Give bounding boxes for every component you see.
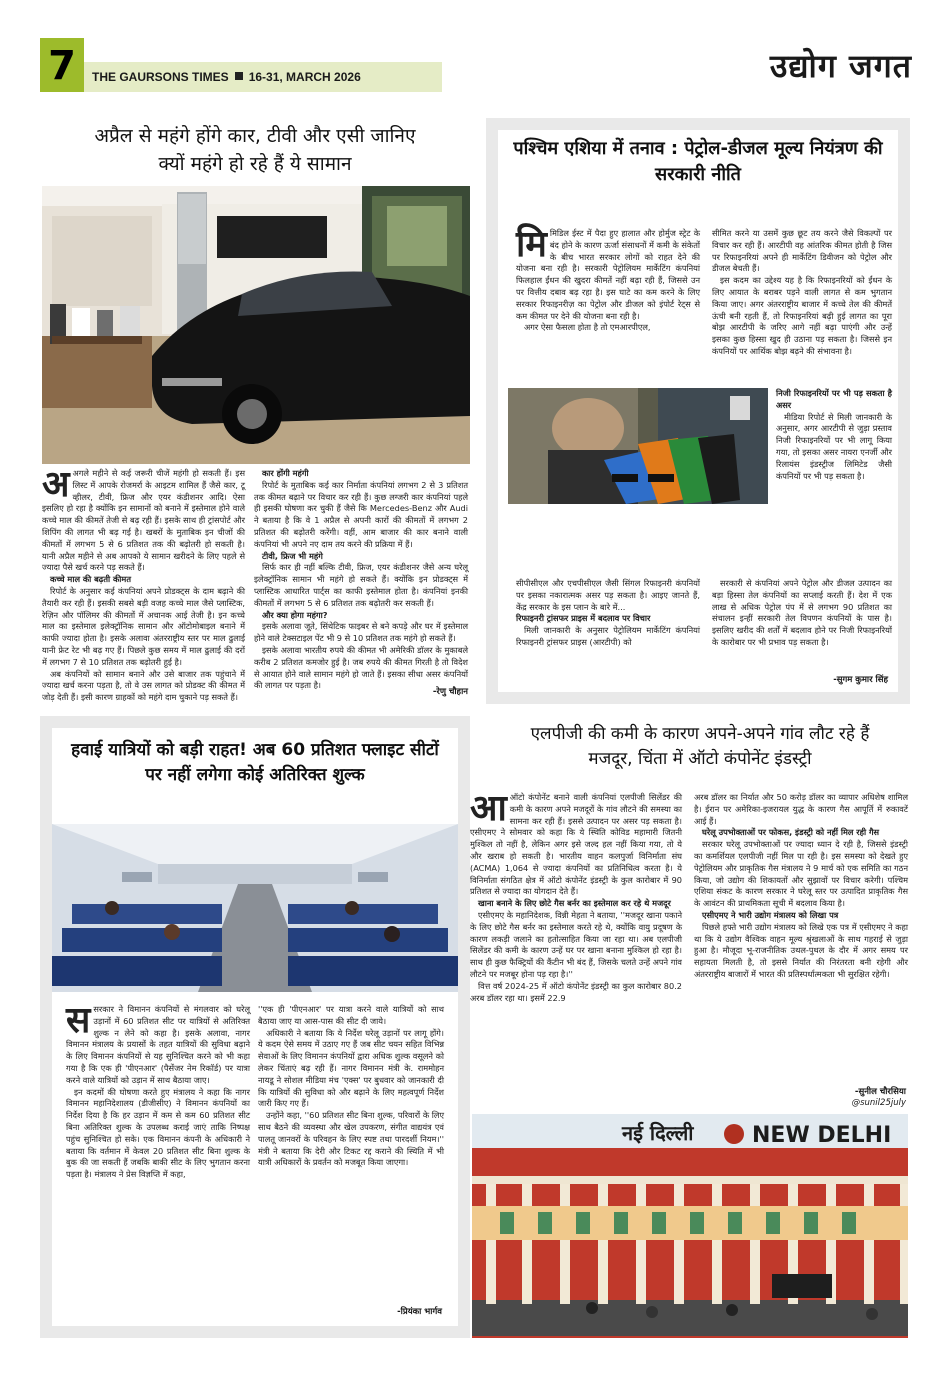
article-prices-col1-para3: अब कंपनियों को सामान बनाने और उसे बाजार तक पहुंचाने में ज्यादा खर्च करना पड़ता है, तो वे उस लागत को प्रोडक्ट की कीमत में जोड़ देती हैं। इसी कारण ग्राहकों को महंगे दाम चुकाने पड़ सकते हैं। (42, 668, 245, 703)
article-flight-column-2 (258, 1004, 444, 1296)
article-flight-headline: हवाई यात्रियों को बड़ी राहत! अब 60 प्रतिशत फ्लाइट सीटों पर नहीं लगेगा कोई अतिरिक्त शुल्क (71, 740, 439, 785)
car-showroom-image (42, 186, 470, 464)
article-prices-col2-para1: रिपोर्ट के मुताबिक कई कार निर्माता कंपनियां लगभग 2 से 3 प्रतिशत तक कीमत बढ़ाने पर विचार कर रही हैं। कुछ लग्जरी कार कंपनियां पहले ही इसकी घोषणा कर चुकी हैं जैसे कि Mercedes-Benz और Audi ने बताया है कि वे 1 अप्रैल से अपनी कारों की कीमतों में लगभग 2 प्रतिशत की बढ़ोतरी करेंगी। वहीं, आम बाजार की कार बनाने वाली कंपनियां भी अपने नए दाम तय करने की प्रक्रिया में हैं। (254, 479, 468, 549)
masthead-band (84, 62, 442, 92)
article-petrol-subhead-private: निजी रिफाइनरियों पर भी पड़ सकता है असर (776, 388, 892, 410)
station-sign-hindi: नई दिल्ली (622, 1121, 694, 1145)
article-prices-col1-para2: रिपोर्ट के अनुसार कई कंपनियां अपने प्रोडक्ट्स के दाम बढ़ाने की तैयारी कर रही हैं। इसकी सबसे बड़ी वजह कच्चे माल जैसे प्लास्टिक, रेज़िन और पॉलिमर की कीमतों में अचानक आई तेजी है। इन कच्चे माल का इस्तेमाल इलेक्ट्रॉनिक सामान और ऑटोमोबाइल बनाने में काफी ज्यादा होता है। इसके अलावा अंतरराष्ट्रीय स्तर पर माल ढुलाई यानी फ्रेट रेट भी बढ़ गए हैं। पिछले कुछ समय में माल ढुलाई की दरों में लगभग 7 से 10 प्रतिशत तक बढ़ोतरी हुई है। (42, 585, 245, 667)
station-sign-english: NEW DELHI (752, 1123, 892, 1148)
article-lpg-col2-para3: पिछले हफ्ते भारी उद्योग मंत्रालय को लिखे एक पत्र में एसीएमए ने कहा था कि ये उद्योग वैश्विक वाहन मूल्य श्रृंखलाओं के साथ गहराई से जुड़ा हुआ है। मौजूदा भू-राजनीतिक उथल-पुथल के दौर में अगर समय पर सहायता मिलती है, तो इससे निर्यात की निरंतरता बनी रहेगी और अंतरराष्ट्रीय बाजारों में भारत की प्रतिस्पर्धात्मकता भी सुरक्षित रहेगी। (694, 921, 908, 979)
article-flight-col1-text: सरकार ने विमानन कंपनियों से मंगलवार को घरेलू उड़ानों में 60 प्रतिशत सीट पर यात्रियों से अतिरिक्त शुल्क न लेने को कहा है। इसके अलावा, नागर विमानन मंत्रालय के प्रयासों के तहत यात्रियों की सुविधा बढ़ाने के लिए विमानन कंपनियों से यह सुनिश्चित करने को भी कहा गया है कि एक ही 'पीएनआर' (पैसेंजर नेम रिकॉर्ड) पर यात्रा करने वाले यात्रियों को उड़ान में साथ बैठाया जाए। (66, 1004, 250, 1085)
article-lpg-col2-para2: सरकार घरेलू उपभोक्ताओं पर ज्यादा ध्यान दे रही है, जिससे इंडस्ट्री का कमर्शियल एलपीजी नहीं मिल पा रही है। इस समस्या को देखते हुए पेट्रोलियम और प्राकृतिक गैस मंत्रालय ने 9 मार्च को एक समिति का गठन किया, जो उद्योग की शिकायतों और सुझावों पर विचार करेगी। पश्चिम एशिया संकट के कारण सरकार ने घरेलू स्तर पर उत्पादित प्राकृतिक गैस के आवंटन की प्राथमिकता सूची में बदलाव किया है। (694, 839, 908, 909)
article-prices-col2-para2: सिर्फ कार ही नहीं बल्कि टीवी, फ्रिज, एयर कंडीशनर जैसे अन्य घरेलू इलेक्ट्रॉनिक सामान भी महंगे हो सकते हैं। क्योंकि इन प्रोडक्ट्स में प्लास्टिक आधारित पार्ट्स का काफी इस्तेमाल होता है। कंपनियां इनकी कीमतों में लगभग 5 से 6 प्रतिशत तक बढ़ोतरी कर सकती हैं। (254, 562, 468, 608)
article-petrol-column-2c (712, 578, 892, 670)
railway-logo-icon (724, 1124, 744, 1144)
article-petrol-col2-para2: इस कदम का उद्देश्य यह है कि रिफाइनरियों को ईंधन के लिए आयात के बराबर पड़ने वाली लागत से कम भुगतान किया जाए। अगर अंतरराष्ट्रीय बाजार में कच्चे तेल की कीमतें ऊंची बनी रहती हैं, तो रिफाइनरियां बढ़ी हुई लागत का पूरा बोझ आरटीपी के जरिए आगे नहीं बढ़ा पाएंगी और उन्हें इसका कुछ हिस्सा खुद ही उठाना पड़ सकता है। जिससे इन कंपनियों पर आर्थिक बोझ बढ़ने की संभावना है। (712, 275, 892, 356)
drop-cap: अ (42, 464, 70, 505)
article-petrol-col1-para3: सीपीसीएल और एचपीसीएल जैसी सिंगल रिफाइनरी कंपनियों पर इसका नकारात्मक असर पड़ सकता है। आइए जानते हैं, केंद्र सरकार के इस प्लान के बारे में... (516, 578, 700, 612)
article-flight (40, 716, 470, 1338)
article-prices-headline: अप्रैल से महंगे होंगे कार, टीवी और एसी जानिए क्यों महंगे हो रहे हैं ये सामान (94, 125, 416, 175)
article-prices-column-2 (254, 468, 468, 691)
article-flight-column-1 (66, 1000, 250, 1320)
separator-square-icon (235, 72, 243, 80)
article-prices-column-1 (42, 464, 245, 703)
paper-name: THE GAURSONS TIMES (92, 70, 229, 84)
article-prices-subhead-cars: कार होंगी महंगी (262, 468, 309, 478)
article-petrol-column-2b (776, 388, 892, 570)
fuel-nozzles-image (508, 388, 768, 504)
article-flight-col2-para2: अधिकारी ने बताया कि ये निर्देश घरेलू उड़ानों पर लागू होंगे। ये कदम ऐसे समय में उठाए गए हैं जब सीट चयन सहित विभिन्न सेवाओं के लिए विमानन कंपनियों द्वारा अधिक शुल्क वसूलने को लेकर चिंताएं बढ़ रही हैं। नागर विमानन मंत्री के. राममोहन नायडू ने सोशल मीडिया मंच 'एक्स' पर बुधवार को जानकारी दी कि यात्रियों की सुविधा को और बढ़ाने के लिए महत्वपूर्ण निर्देश जारी किए गए हैं। (258, 1027, 444, 1109)
article-lpg-photo (472, 1114, 908, 1336)
section-title: उद्योग जगत (769, 47, 912, 85)
article-petrol-column-1 (516, 224, 700, 376)
article-petrol (486, 118, 910, 704)
article-lpg-col2-text: अरब डॉलर का निर्यात और 50 करोड़ डॉलर का व्यापार अधिशेष शामिल है। ईरान पर अमेरिका-इजरायल युद्ध के कारण गैस आपूर्ति में रुकावटें आई हैं। (694, 792, 908, 826)
article-lpg-subhead-burner: खाना बनाने के लिए छोटे गैस बर्नर का इस्तेमाल कर रहे थे मजदूर (478, 898, 671, 909)
article-petrol-photo (508, 388, 768, 504)
article-prices-col2-para4: इसके अलावा भारतीय रुपये की कीमत भी अमेरिकी डॉलर के मुकाबले करीब 2 प्रतिशत कमजोर हुई है। जब रुपये की कीमत गिरती है तो विदेश से आयात होने वाले सामान महंगे हो जाते हैं। इसका सीधा असर कंपनियों की लागत पर पड़ता है। (254, 644, 468, 691)
article-lpg-column-2 (694, 792, 908, 1086)
article-lpg-byline: -सुनील चौरसिया (854, 1087, 906, 1097)
article-prices-col1-text: अगले महीने से कई जरूरी चीजें महंगी हो सकती हैं। इस लिस्ट में आपके रोजमर्रा के आइटम शामिल हैं जैसे कार, टू व्हीलर, टीवी, फ्रिज और एयर कंडीशनर आदि। ऐसा इसलिए हो रहा है क्योंकि इन सामानों को बनाने में इस्तेमाल होने वाले कच्चे माल की कीमतें तेजी से बढ़ रही हैं। इसके साथ ही ट्रांसपोर्ट और शिपिंग की लागत भी बढ़ गई है। खबरों के मुताबिक इन चीजों की कीमतों में लगभग 5 से 6 प्रतिशत तक की बढ़ोतरी हो सकती है। यानी अप्रैल महीने से अब आपको ये सामान खरीदने के लिए पहले से ज्यादा पैसे खर्च करने पड़ सकते हैं। (42, 468, 245, 573)
article-flight-byline: -प्रियंका भार्गव (397, 1307, 442, 1317)
article-lpg-headline: एलपीजी की कमी के कारण अपने-अपने गांव लौट रहे हैं मजदूर, चिंता में ऑटो कंपोनेंट इंडस्ट्री (530, 724, 870, 769)
article-prices-subhead-tv: टीवी, फ्रिज भी महंगे (262, 550, 323, 561)
article-flight-col2-para3: उन्होंने कहा, ''60 प्रतिशत सीट बिना शुल्क, परिवारों के लिए साथ बैठने की व्यवस्था और खेल उपकरण, संगीत वाद्ययंत्र एवं पालतू जानवरों के परिवहन के लिए स्पष्ट तथा पारदर्शी नियम।'' मंत्री ने बताया कि देरी और टिकट रद्द कराने की स्थिति में भी यात्री अधिकारों के प्रवर्तन को मजबूत किया जाएगा। (258, 1110, 444, 1168)
article-prices (40, 118, 470, 704)
masthead (40, 38, 912, 94)
article-prices-col2-para3: इसके अलावा जूते, सिंथेटिक फाइबर से बने कपड़े और घर में इस्तेमाल होने वाले टेक्सटाइल पेंट भी 9 से 10 प्रतिशत तक महंगे हो सकते हैं। (254, 621, 468, 644)
article-flight-col1-para2: इन कदमों की घोषणा करते हुए मंत्रालय ने कहा कि नागर विमानन महानिदेशालय (डीजीसीए) ने विमानन कंपनियों का निर्देश दिया है कि हर उड़ान में कम से कम 60 प्रतिशत सीट बिना अतिरिक्त शुल्क के उपलब्ध कराई जाएं ताकि निष्पक्ष पहुंच सुनिश्चित हो सके। एक विमानन कंपनी के अधिकारी ने बताया कि वर्तमान में केवल 20 प्रतिशत सीट बिना शुल्क के बुक की जा सकती हैं जबकि बाकी सीट के लिए भुगतान करना पड़ता है। मंत्रालय ने प्रेस विज्ञप्ति में कहा, (66, 1086, 250, 1180)
article-lpg-subhead-letter: एसीएमए ने भारी उद्योग मंत्रालय को लिखा पत्र (702, 909, 839, 920)
article-petrol-col2-para4: सरकारी से कंपनियां अपने पेट्रोल और डीजल उत्पादन का बड़ा हिस्सा तेल कंपनियों का सप्लाई करती हैं। देश में एक लाख से अधिक पेट्रोल पंप में से लगभग 90 प्रतिशत का संचालन इन्हीं सरकारी तेल विपणन कंपनियों के पास है। इसलिए खरीद की शर्तों में बदलाव होने पर निजी रिफाइनरियों के कारोबार पर भी प्रभाव पड़ सकता है। (712, 578, 892, 647)
article-petrol-col1-para2: अगर ऐसा फैसला होता है तो एमआरपीएल, (524, 322, 651, 333)
article-petrol-col1-para4: मिली जानकारी के अनुसार पेट्रोलियम मार्केटिंग कंपनियां रिफाइनरी ट्रांसफर प्राइस (आरटीपी) को (516, 625, 700, 647)
article-petrol-column-1b (516, 578, 700, 686)
article-petrol-col2-text: सीमित करने या उसमें कुछ छूट तय करने जैसे विकल्पों पर विचार कर रही हैं। आरटीपी वह आंतरिक कीमत होती है जिस पर रिफाइनरियां अपने ही मार्केटिंग डिवीजन को पेट्रोल और डीजल बेचती हैं। (712, 228, 892, 274)
drop-cap: मि (516, 224, 547, 265)
article-flight-photo (52, 824, 458, 992)
article-prices-subhead-other: और क्या होगा महंगा? (262, 609, 328, 620)
article-petrol-column-2 (712, 228, 892, 388)
article-lpg-subhead-domestic: घरेलू उपभोक्ताओं पर फोकस, इंडस्ट्री को नहीं मिल रही गैस (702, 827, 880, 838)
article-lpg-social-handle: @sunil25july (851, 1098, 906, 1108)
article-lpg (470, 716, 910, 1338)
article-lpg-column-1 (470, 788, 682, 1098)
drop-cap: आ (470, 788, 507, 829)
article-petrol-headline: पश्चिम एशिया में तनाव : पेट्रोल-डीजल मूल्य नियंत्रण की सरकारी नीति (513, 138, 883, 185)
new-delhi-station-image (472, 1114, 908, 1336)
article-lpg-col1-text: ऑटो कंपोनेंट बनाने वाली कंपनियां एलपीजी सिलेंडर की कमी के कारण अपने मजदूरों के गांव लौटने की समस्या का सामना कर रही हैं। इससे उत्पादन पर असर पड़ सकता है। एसीएमए ने सोमवार को कहा कि ये स्थिति कोविड महामारी जितनी मुश्किल तो नहीं है, लेकिन अगर इसे जल्द हल नहीं किया गया, तो ये और खराब हो सकती है। भारतीय वाहन कलपुर्जा विनिर्माता संघ (ACMA) 1,064 से ज्यादा कंपनियों का प्रतिनिधित्व करता है। ये विनिर्माता संगठित क्षेत्र में ऑटो कंपोनेंट इंडस्ट्री के कुल कारोबार में 90 प्रतिशत से ज्यादा का योगदान देते हैं। (470, 792, 682, 897)
article-flight-col2-text: ''एक ही 'पीएनआर' पर यात्रा करने वाले यात्रियों को साथ बैठाया जाए या आस-पास की सीट दी जाये। (258, 1004, 444, 1026)
article-flight-inner (52, 728, 458, 1326)
article-petrol-byline: -सुगम कुमार सिंह (833, 675, 888, 685)
aircraft-cabin-image (52, 824, 458, 992)
article-petrol-col2-para3: मीडिया रिपोर्ट से मिली जानकारी के अनुसार, अगर आरटीपी से जुड़ा प्रस्ताव निजी रिफाइनरियों पर भी लागू किया गया, तो इसका असर नायरा एनर्जी और रिलायंस इंडस्ट्रीज लिमिटेड जैसी कंपनियों पर भी पड़ सकता है। (776, 411, 892, 481)
article-prices-byline: -रेणु चौहान (432, 687, 468, 697)
article-petrol-col1-text: मिडिल ईस्ट में पैदा हुए हालात और होर्मुज स्ट्रेट के बंद होने के कारण ऊर्जा संसाधनों में कमी के संकेतों के बीच भारत सरकार लोगों को राहत देने की योजना बना रही है। सरकारी पेट्रोलियम मार्केटिंग कंपनियां फिलहाल ईंधन की खुदरा कीमतें नहीं बढ़ा रही हैं, जिससे उन पर वित्तीय दबाव बढ़ रहा है। इस घाटे का कम करने के लिए सरकार रिफाइनरीज़ का पेट्रोल और डीजल को इंपोर्ट रेट्स से कम कीमत पर देने की योजना बना रही है। (516, 228, 700, 321)
drop-cap: स (66, 1000, 91, 1041)
article-petrol-inner (498, 130, 898, 692)
article-prices-photo (42, 186, 470, 464)
article-lpg-col1-para2: एसीएमए के महानिदेशक, विन्नी मेहता ने बताया, ''मजदूर खाना पकाने के लिए छोटे गैस बर्नर का इस्तेमाल करते रहे थे, क्योंकि वायु प्रदूषण के कारण लकड़ी जलाने का हतोत्साहित किया जा रहा था। अब एलपीजी सिलेंडर की कमी के कारण उन्हें घर पर खाना बनाना मुश्किल हो रहा है। साथ ही कुछ फैक्ट्रियों की कैंटीन भी बंद हैं, जिसके चलते उन्हें अपने गांव लौटने पर मजबूर होना पड़ रहा है।'' (470, 909, 682, 979)
page-number: 7 (40, 38, 84, 92)
article-lpg-col1-para3: वित्त वर्ष 2024-25 में ऑटो कंपोनेंट इंडस्ट्री का कुल कारोबार 80.2 अरब डॉलर रहा था। इसमें 22.9 (470, 980, 682, 1003)
article-petrol-subhead-rtp: रिफाइनरी ट्रांसफर प्राइस में बदलाव पर विचार (516, 613, 651, 624)
issue-date: 16-31, MARCH 2026 (248, 70, 361, 84)
article-prices-subhead-raw-material: कच्चे माल की बढ़ती कीमत (50, 574, 131, 585)
